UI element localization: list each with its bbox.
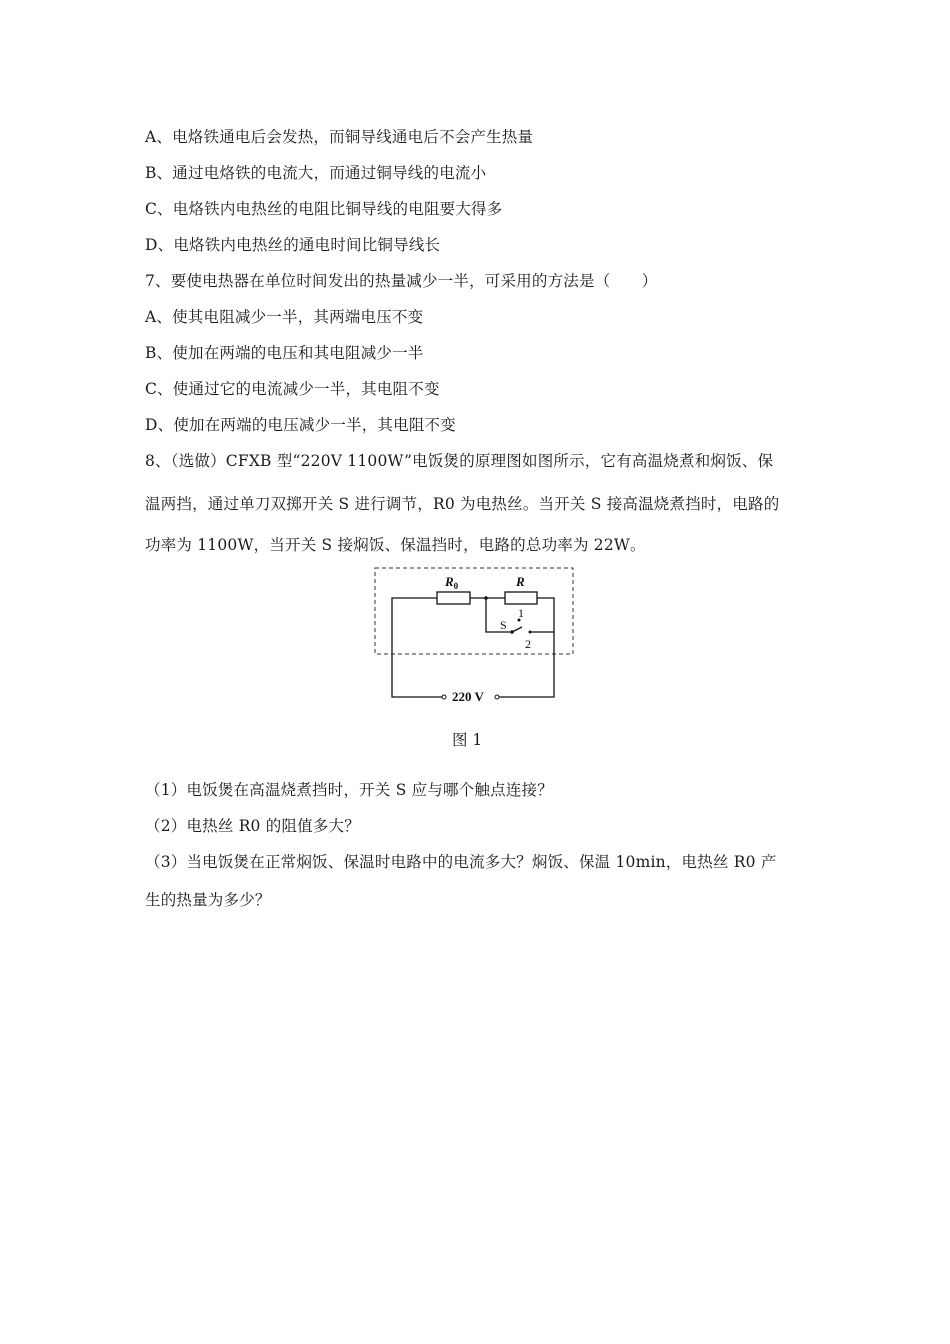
switch-label: S <box>500 618 507 632</box>
contact-2-label: 2 <box>525 637 531 651</box>
sub-question-3-line-1: （3）当电饭煲在正常焖饭、保温时电路中的电流多大？焖饭、保温 10min，电热丝 R0 产 <box>145 853 777 871</box>
source-label: 220 V <box>452 689 484 704</box>
r0-label: $R_0$ <box>445 574 459 591</box>
q7-option-a: A、使其电阻减少一半，其两端电压不变 <box>145 308 424 326</box>
option-d: D、电烙铁内电热丝的通电时间比铜导线长 <box>145 236 441 254</box>
resistor-r0 <box>437 592 470 604</box>
wire-left <box>392 598 442 697</box>
r-label: R <box>516 574 525 589</box>
contact-1-label: 1 <box>518 606 524 620</box>
circuit-diagram <box>370 566 580 706</box>
switch-blade <box>512 627 522 632</box>
terminal-left <box>442 695 446 699</box>
q7-option-c: C、使通过它的电流减少一半，其电阻不变 <box>145 380 440 398</box>
sub-question-1: （1）电饭煲在高温烧煮挡时，开关 S 应与哪个触点连接？ <box>145 781 553 799</box>
question-8-line-3: 功率为 1100W，当开关 S 接焖饭、保温挡时，电路的总功率为 22W。 <box>145 536 646 554</box>
q7-option-b: B、使加在两端的电压和其电阻减少一半 <box>145 344 424 362</box>
q7-option-d: D、使加在两端的电压减少一半，其电阻不变 <box>145 416 456 434</box>
option-b: B、通过电烙铁的电流大，而通过铜导线的电流小 <box>145 164 487 182</box>
terminal-right <box>495 695 499 699</box>
resistor-r <box>505 592 537 604</box>
option-a: A、电烙铁通电后会发热，而铜导线通电后不会产生热量 <box>145 128 534 146</box>
question-8-line-1: 8、（选做）CFXB 型“220V 1100W”电饭煲的原理图如图所示，它有高温烧煮和焖饭、保 <box>145 452 774 470</box>
sub-question-3-line-2: 生的热量为多少？ <box>145 891 271 909</box>
appliance-dashed-box <box>375 568 573 654</box>
option-c: C、电烙铁内电热丝的电阻比铜导线的电阻要大得多 <box>145 200 503 218</box>
figure-caption: 图 1 <box>452 731 483 749</box>
sub-question-2: （2）电热丝 R0 的阻值多大？ <box>145 817 360 835</box>
question-7-stem: 7、要使电热器在单位时间发出的热量减少一半，可采用的方法是（ ） <box>145 272 658 290</box>
question-8-line-2: 温两挡，通过单刀双掷开关 S 进行调节，R0 为电热丝。当开关 S 接高温烧煮挡时，电路的 <box>145 495 780 513</box>
